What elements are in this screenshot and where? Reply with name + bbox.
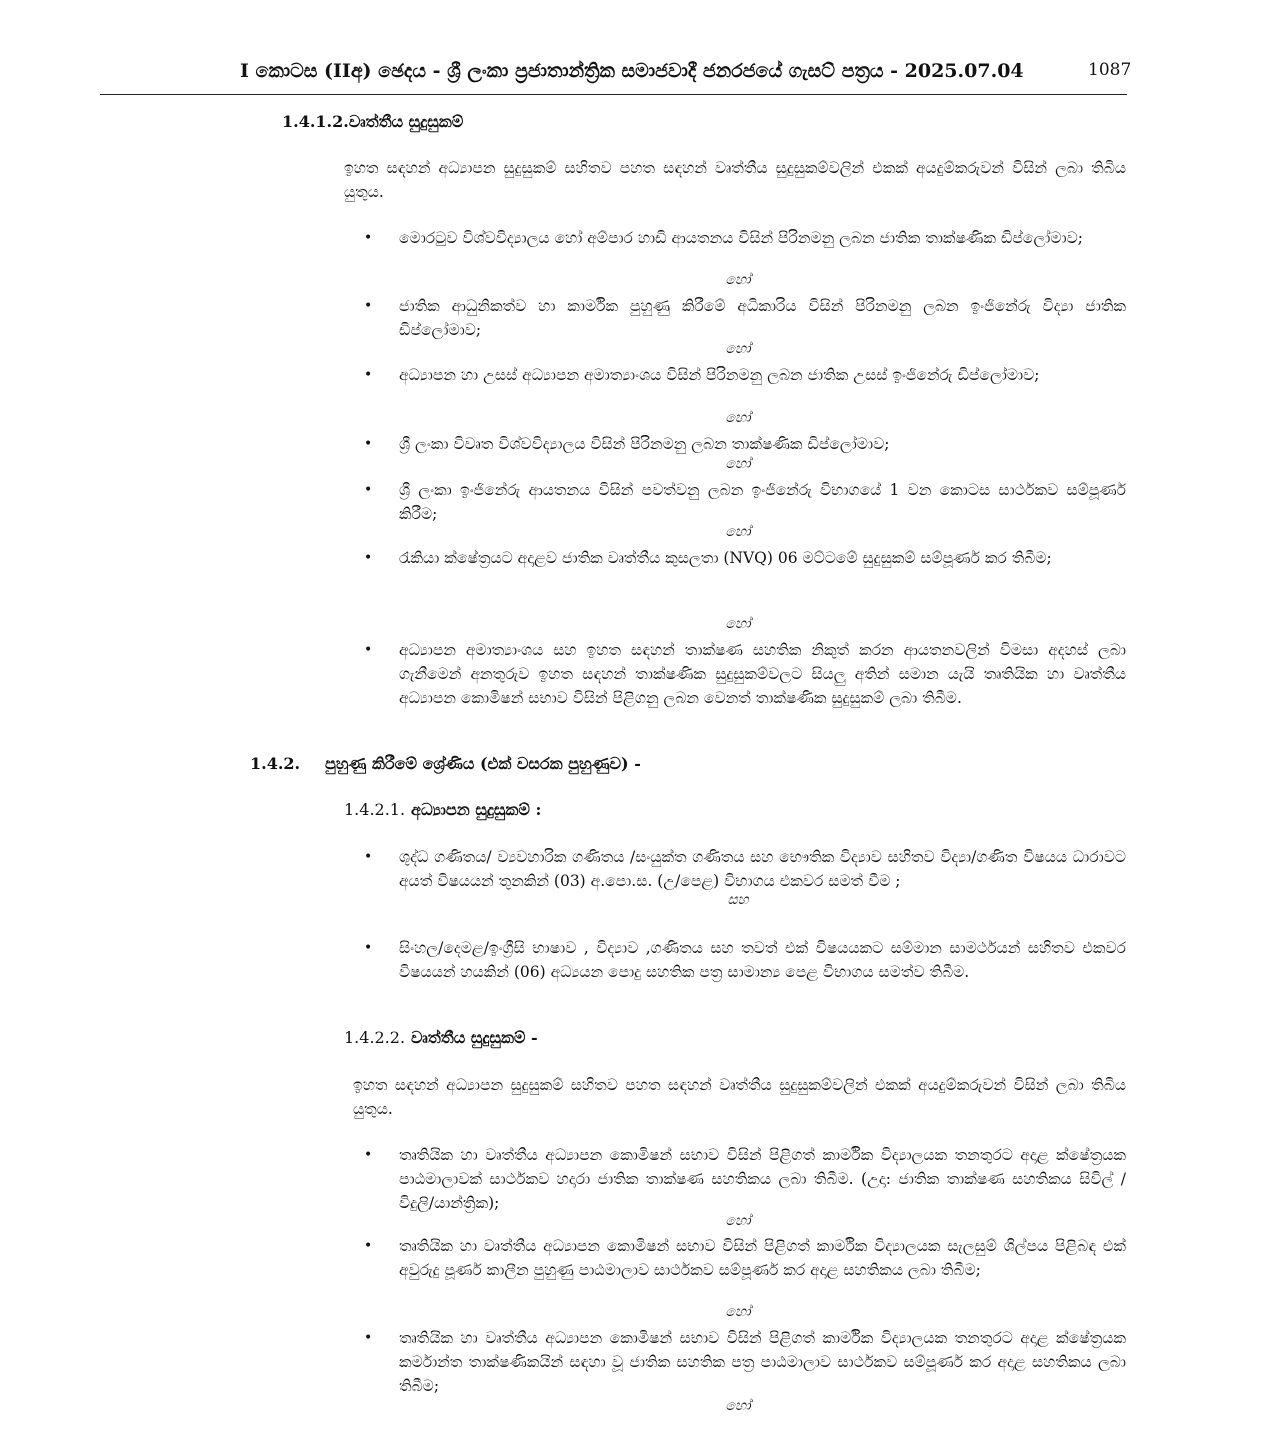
page-number: 1087 <box>1088 60 1132 80</box>
section-number-1-4-2-1: 1.4.2.1. <box>344 800 406 819</box>
bullet-icon: • <box>364 642 373 658</box>
or-separator: හෝ <box>725 1398 751 1414</box>
section-number-1-4-2-2: 1.4.2.2. <box>344 1028 406 1047</box>
section-heading-1-4-2-2: වෘත්තීය සුදුසුකම් - <box>411 1028 538 1047</box>
section-1-intro: ඉහත සඳහන් අධ්‍යාපන සුදුසුකම් සහිතව පහත සඳහන් වෘත්තීය සුදුසුකම්වලින් එකක් අයදුම්කරුවන් විසින් ලබා තිබිය යුතුය. <box>344 159 1126 201</box>
bullet-icon: • <box>364 550 373 566</box>
or-separator: හෝ <box>725 410 751 426</box>
and-separator: සහ <box>727 892 749 908</box>
or-separator: හෝ <box>725 341 751 357</box>
bullet-icon: • <box>364 940 373 956</box>
section-heading-1-4-1-2: 1.4.1.2.වෘත්තීය සුදුසුකම් <box>282 112 464 131</box>
header-divider <box>100 94 1127 95</box>
section-heading-1-4-2: පුහුණු කිරීමේ ශ්‍රේණිය (එක් වසරක පුහුණුව) - <box>325 754 641 773</box>
or-separator: හෝ <box>725 456 751 472</box>
list-item: අධ්‍යාපන අමාත්‍යාංශය සහ ඉහත සඳහන් තාක්ෂණ සහතික නිකුත් කරන ආයතනවලින් විමසා අදහස් ලබා ගැනීමෙන් අනතුරුව ඉහත සඳහන් තාක්ෂණික සුදුසුකම්වලට සියලු අතින් සමාන යැයි තෘතියික හා වෘත්තීය අධ්‍යාපන කොමිෂන් සභාව විසින් පිළිගනු ලබන වෙනත් තාක්ෂණික සුදුසුකම් ලබා තිබීම. <box>399 641 1126 707</box>
bullet-icon: • <box>364 849 373 865</box>
or-separator: හෝ <box>725 1304 751 1320</box>
bullet-icon: • <box>364 1330 373 1346</box>
or-separator: හෝ <box>725 524 751 540</box>
bullet-icon: • <box>364 298 373 314</box>
or-separator: හෝ <box>725 272 751 288</box>
bullet-icon: • <box>364 1147 373 1163</box>
list-item: ශ්‍රී ලංකා ඉංජිනේරු ආයතනය විසින් පවත්වනු ලබන ඉංජිනේරු විභාගයේ 1 වන කොටස සාර්ථකව සම්පූර්ණ කිරීම; <box>399 481 1126 523</box>
section-heading-1-4-2-1: අධ්‍යාපන සුදුසුකම් : <box>411 800 542 819</box>
list-item: තෘතියික හා වෘත්තීය අධ්‍යාපන කොමිෂන් සභාව විසින් පිළිගත් කාර්මික විද්‍යාලයක තනතුරට අදාළ ක්ෂේත්‍රයක කර්මාන්ත තාක්ෂණිකයින් සඳහා වූ ජාතික සහතික පත්‍ර පාඨමාලාව සාර්ථකව සම්පූර්ණ කර අදාළ සහතිකය ලබා තිබීම; <box>399 1329 1126 1395</box>
list-item: ශුද්ධ ගණිතය/ ව්‍යවහාරික ගණිතය /සංයුක්ත ගණිතය සහ භෞතික විද්‍යාව සහිතව විද්‍යා/ගණිත විෂයය ධාරාවට අයත් විෂයයන් තුනකින් (03) අ.පො.ස. (උ/පෙළ) විභාගය එකවර සමත් වීම ; <box>399 848 1126 890</box>
or-separator: හෝ <box>725 616 751 632</box>
gazette-header-title: I කොටස (IIඅ) ඡෙදය - ශ්‍රී ලංකා ප්‍රජාතාන්ත්‍රික සමාජවාදී ජනරජයේ ගැසට් පත්‍රය - 2025.07.04 <box>240 60 1024 82</box>
list-item: රැකියා ක්ෂේත්‍රයට අදාළව ජාතික වෘත්තීය කුසලතා (NVQ) 06 මට්ටමේ සුදුසුකම් සම්පූර්ණ කර තිබීම; <box>399 549 1052 567</box>
list-item: ජාතික ආධුනිකත්ව හා කාර්මික පුහුණු කිරීමේ අධිකාරිය විසින් පිරිනමනු ලබන ඉංජිනේරු විද්‍යා ජාතික ඩිප්ලෝමාව; <box>399 297 1126 339</box>
bullet-icon: • <box>364 367 373 383</box>
list-item: අධ්‍යාපන හා උසස් අධ්‍යාපන අමාත්‍යාංශය විසින් පිරිනමනු ලබන ජාතික උසස් ඉංජිනේරු ඩිප්ලෝමාව; <box>399 366 1040 384</box>
section-2-prof-intro: ඉහත සඳහන් අධ්‍යාපන සුදුසුකම් සහිතව පහත සඳහන් වෘත්තීය සුදුසුකම්වලින් එකක් අයදුම්කරුවන් විසින් ලබා තිබිය යුතුය. <box>353 1076 1126 1118</box>
bullet-icon: • <box>364 436 373 452</box>
list-item: තෘතියික හා වෘත්තීය අධ්‍යාපන කොමිෂන් සභාව විසින් පිළිගත් කාර්මික විද්‍යාලයක තනතුරට අදාළ ක්ෂේත්‍රයක පාඨමාලාවක් සාර්ථකව හදාරා ජාතික තාක්ෂණ සහතිකය ලබා තිබීම. (උදා: ජාතික තාක්ෂණ සහතිකය සිවිල් /විදුලි/යාන්ත්‍රික); <box>399 1146 1126 1212</box>
list-item: මොරටුව විශ්වවිද්‍යාලය හෝ අම්පාර හාඩි ආයතනය විසින් පිරිනමනු ලබන ජාතික තාක්ෂණික ඩිප්ලෝමාව; <box>399 229 1083 247</box>
list-item: තෘතියික හා වෘත්තීය අධ්‍යාපන කොමිෂන් සභාව විසින් පිළිගත් කාර්මික විද්‍යාලයක සැලසුම් ශිල්පය පිළිබඳ එක් අවුරුදු පූර්ණ කාලීන පුහුණු පාඨමාලාව සාර්ථකව සම්පූර්ණ කර අදාළ සහතිකය ලබා තිබීම; <box>399 1237 1126 1279</box>
list-item: සිංහල/දෙමළ/ඉංග්‍රීසි භාෂාව , විද්‍යාව ,ගණිතය සහ තවත් එක් විෂයයකට සම්මාන සාමර්ථයන් සහිතව එකවර විෂයයන් හයකින් (06) අධ්‍යයන පොදු සහතික පත්‍ර සාමාන්‍ය පෙළ විභාගය සමත්ව තිබීම. <box>399 939 1126 981</box>
or-separator: හෝ <box>725 1213 751 1229</box>
bullet-icon: • <box>364 230 373 246</box>
list-item: ශ්‍රී ලංකා විවෘත විශ්වවිද්‍යාලය විසින් පිරිනමනු ලබන තාක්ෂණික ඩිප්ලෝමාව; <box>399 435 890 453</box>
section-number-1-4-2: 1.4.2. <box>250 754 301 773</box>
bullet-icon: • <box>364 1238 373 1254</box>
bullet-icon: • <box>364 482 373 498</box>
